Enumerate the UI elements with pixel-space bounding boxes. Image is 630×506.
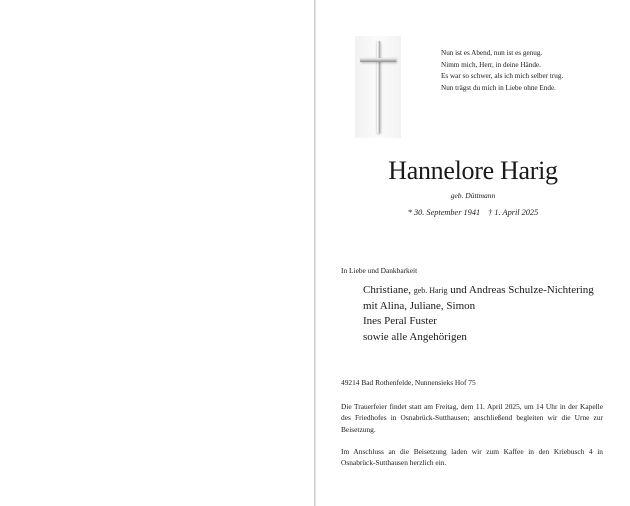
poem-line: Nun ist es Abend, nun ist es genug. (441, 49, 543, 57)
poem-line: Es war so schwer, als ich mich selber trug. (441, 72, 564, 81)
cross-vertical-beam (376, 41, 380, 133)
mourners-list (363, 283, 594, 345)
life-dates (316, 208, 630, 217)
mourner-line: sowie alle Angehörigen (363, 330, 467, 343)
mourners-intro: In Liebe und Dankbarkeit (341, 266, 418, 275)
mourner-line: mit Alina, Juliane, Simon (363, 299, 476, 312)
mourner-name: und Andreas Schulze-Nichtering (450, 284, 594, 296)
cross-horizontal-beam (360, 58, 396, 62)
address: 49214 Bad Rothenfelde, Nunnensieks Hof 75 (341, 378, 476, 387)
mourner-line: Ines Peral Fuster (363, 315, 437, 328)
poem (441, 48, 563, 94)
maiden-note: geb. Harig (413, 286, 448, 295)
left-blank-page (0, 0, 314, 506)
mourner-line (363, 283, 594, 299)
birth-date: * 30. September 1941 (407, 208, 481, 217)
deceased-name: Hannelore Harig (388, 156, 558, 185)
funeral-info: Die Trauerfeier findet statt am Freitag, dem 11. April 2025, um 14 Uhr in der Kapelle des Friedhofes in Osnabrück-Sutthausen; anschließend begleiten wir die Urne zur Beisetzung. (341, 402, 603, 434)
poem-line: Nimm mich, Herr, in deine Hände. (441, 60, 541, 69)
maiden-name: geb. Düttmann (450, 191, 496, 200)
death-date: † 1. April 2025 (488, 208, 539, 217)
mourner-name: Christiane, (363, 284, 411, 296)
poem-line: Nun trägst du mich in Liebe ohne Ende. (441, 83, 556, 92)
coffee-invitation: Im Anschluss an die Beisetzung laden wir zum Kaffee in den Kriebusch 4 in Osnabrück-Sutthausen herzlich ein. (341, 447, 603, 468)
cross-icon (355, 36, 401, 138)
